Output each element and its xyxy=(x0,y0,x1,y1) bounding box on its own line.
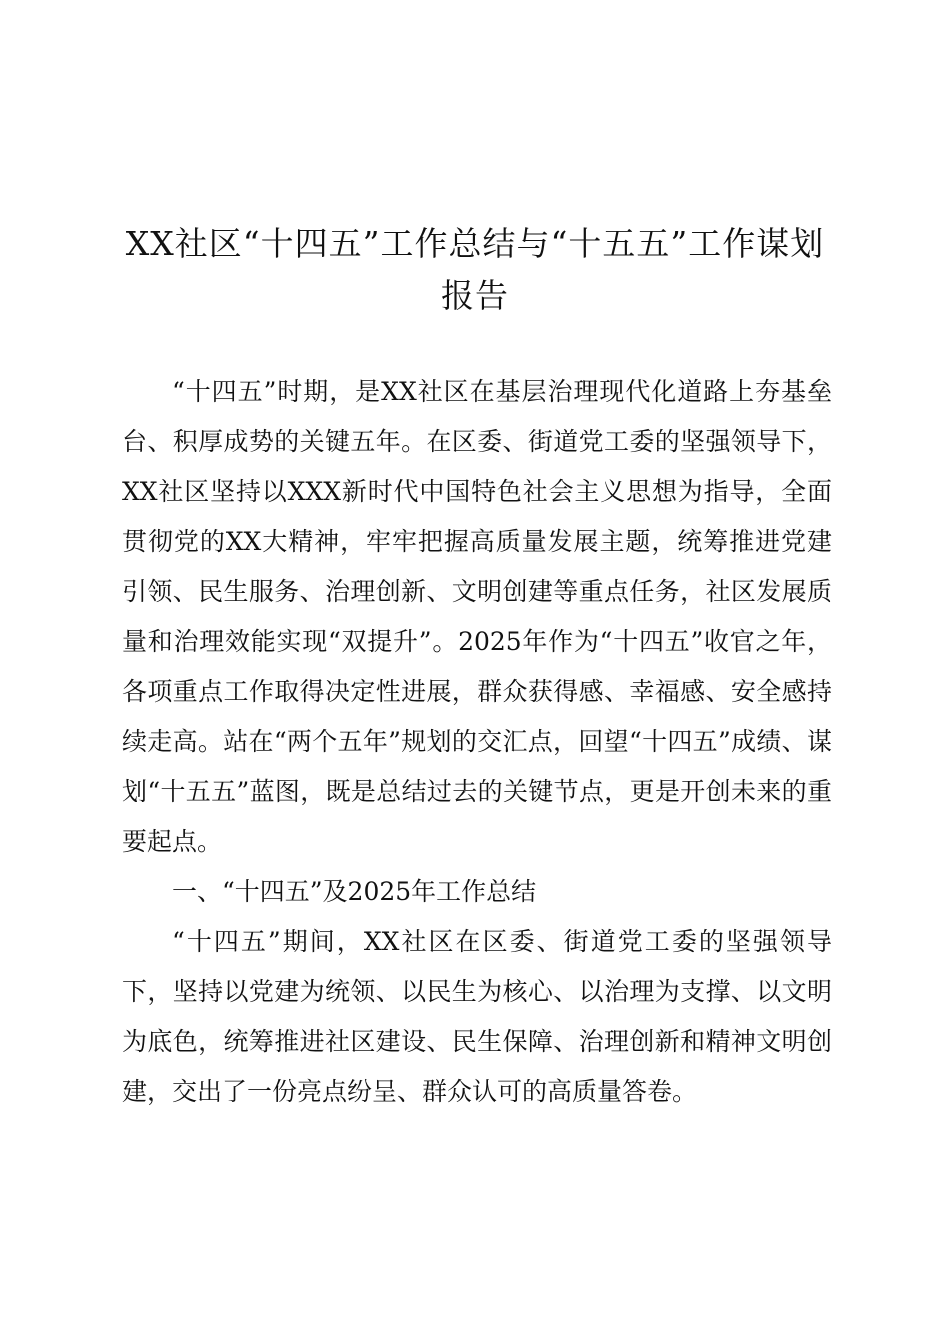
intro-paragraph: “十四五”时期，是XX社区在基层治理现代化道路上夯基垒台、积厚成势的关键五年。在区委、街道党工委的坚强领导下，XX社区坚持以XXX新时代中国特色社会主义思想为指导，全面贯彻党的XX大精神，牢牢把握高质量发展主题，统筹推进党建引领、民生服务、治理创新、文明创建等重点任务，社区发展质量和治理效能实现“双提升”。2025年作为“十四五”收官之年，各项重点工作取得决定性进展，群众获得感、幸福感、安全感持续走高。站在“两个五年”规划的交汇点，回望“十四五”成绩、谋划“十五五”蓝图，既是总结过去的关键节点，更是开创未来的重要起点。 xyxy=(122,377,832,856)
summary-paragraph: “十四五”期间，XX社区在区委、街道党工委的坚强领导下，坚持以党建为统领、以民生为核心、以治理为支撑、以文明为底色，统筹推进社区建设、民生保障、治理创新和精神文明创建，交出了一份亮点纷呈、群众认可的高质量答卷。 xyxy=(122,927,832,1106)
document-body xyxy=(122,367,832,1117)
section-heading: 一、“十四五”及2025年工作总结 xyxy=(172,877,537,906)
document-title: XX社区“十四五”工作总结与“十五五”工作谋划报告 xyxy=(125,224,825,315)
